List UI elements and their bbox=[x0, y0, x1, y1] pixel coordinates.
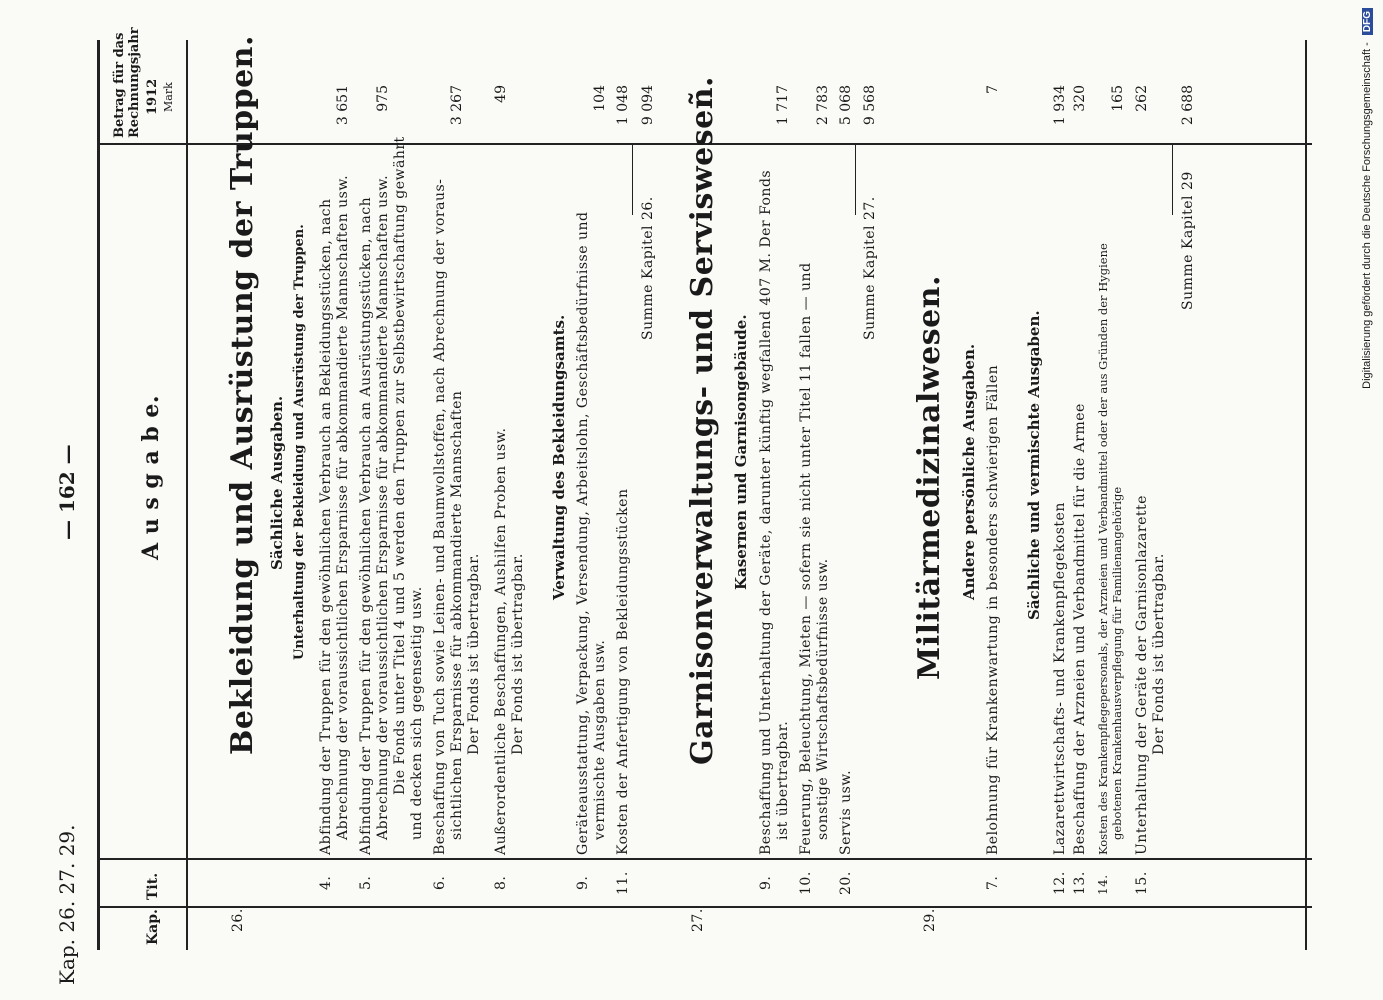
kap27-tit9-num: 9. bbox=[758, 875, 774, 890]
kap26-tit4-amount: 3 651 bbox=[335, 85, 351, 126]
kap29-tit13-line1: Beschaffung der Arzneien und Verbandmittel für die Armee bbox=[1072, 403, 1088, 855]
kap27-tit10-line2: sonstige Wirtschaftsbedürfnisse usw. bbox=[815, 558, 831, 840]
kap26-tit9-amount: 104 bbox=[592, 85, 608, 112]
kap26-tit6-line1: Beschaffung von Tuch sowie Leinen- und Baumwollstoffen, nach Abrechnung der voraus- bbox=[432, 178, 448, 855]
kap29-sum-amount: 2 688 bbox=[1180, 85, 1196, 126]
kap27-tit20-line1: Servis usw. bbox=[838, 769, 854, 855]
col-header-kap: Kap. bbox=[145, 909, 161, 945]
kap29-tit15-line1: Unterhaltung der Geräte der Garnisonlazarette bbox=[1134, 495, 1150, 855]
kap26-tit6-line3: Der Fonds ist übertragbar. bbox=[466, 553, 482, 755]
col-header-amount-3: 1912 bbox=[145, 78, 160, 115]
kap29-tit15-num: 15. bbox=[1134, 871, 1150, 895]
kap27-heading: Garnisonverwaltungs- und Servisweseñ. bbox=[685, 76, 720, 765]
kap29-tit13-amount: 320 bbox=[1072, 85, 1088, 112]
kap26-number: 26. bbox=[230, 908, 246, 932]
kap27-sub-kasernen: Kasernen und Garnisongebäude. bbox=[732, 314, 750, 590]
kap26-tit5-num: 5. bbox=[358, 875, 374, 890]
kap26-tit6-num: 6. bbox=[432, 875, 448, 890]
kap26-tit4-num: 4. bbox=[318, 875, 334, 890]
kap27-tit20-amount: 5 068 bbox=[838, 85, 854, 126]
kap26-tit9-line1: Geräteausstattung, Verpackung, Versendung, Arbeitslohn, Geschäftsbedürfnisse und bbox=[575, 211, 591, 855]
watermark-text: Digitalisierung gefördert durch die Deutsche Forschungsgemeinschaft - bbox=[1361, 42, 1373, 389]
kap27-sum-label: Summe Kapitel 27. bbox=[862, 196, 878, 340]
kap29-tit15-line2: Der Fonds ist übertragbar. bbox=[1151, 553, 1167, 755]
kap27-tit9-line1: Beschaffung und Unterhaltung der Geräte, darunter künftig wegfallend 407 M. Der Fonds bbox=[758, 169, 774, 855]
kap29-sum-rule bbox=[1172, 145, 1173, 215]
kap26-tit5-amount: 975 bbox=[375, 85, 391, 112]
kap26-tit4-line1: Abfindung der Truppen für den gewöhnlichen Verbrauch an Bekleidungsstücken, nach bbox=[318, 198, 334, 855]
kap29-tit7-num: 7. bbox=[985, 875, 1001, 890]
col-header-amount-4: Mark bbox=[162, 82, 175, 112]
kap29-tit14-num: 14. bbox=[1096, 874, 1110, 895]
page-number: — 162 — bbox=[55, 444, 79, 540]
kap26-tit8-amount: 49 bbox=[493, 85, 509, 103]
kap26-tit6-line2: sichtlichen Ersparnisse für abkommandierte Mannschaften bbox=[449, 390, 465, 840]
kap29-tit13-num: 13. bbox=[1072, 871, 1088, 895]
kap29-tit12-num: 12. bbox=[1052, 871, 1068, 895]
kap27-tit10-amount: 2 783 bbox=[815, 85, 831, 126]
kap26-tit8-num: 8. bbox=[493, 875, 509, 890]
kap26-tit8-line2: Der Fonds ist übertragbar. bbox=[510, 553, 526, 755]
kap29-tit7-line1: Belohnung für Krankenwartung in besonders schwierigen Fällen bbox=[985, 364, 1001, 855]
kap27-sum-rule bbox=[855, 145, 856, 215]
kap29-sub-persoenliche: Andere persönliche Ausgaben. bbox=[960, 343, 978, 600]
kap27-tit10-line1: Feuerung, Beleuchtung, Mieten — sofern sie nicht unter Titel 11 fallen — und bbox=[798, 262, 814, 855]
kap29-tit15-amount: 262 bbox=[1134, 85, 1150, 112]
kap26-tit11-num: 11. bbox=[615, 871, 631, 895]
kap26-tit4-line2: Abrechnung der voraussichtlichen Ersparnisse für abkommandierte Mannschaften usw. bbox=[335, 174, 351, 840]
kap26-tit6-amount: 3 267 bbox=[449, 85, 465, 126]
kap26-sum-amount: 9 094 bbox=[640, 85, 656, 126]
kap27-tit9-amount: 1 717 bbox=[775, 85, 791, 126]
kap26-tit9-line2: vermischte Ausgaben usw. bbox=[592, 639, 608, 840]
kap26-tit5-line1: Abfindung der Truppen für den gewöhnlichen Verbrauch an Ausrüstungsstücken, nach bbox=[358, 196, 374, 855]
dfg-logo: DFG bbox=[1362, 8, 1373, 35]
kap26-tit8-line1: Außerordentliche Beschaffungen, Aushilfen Proben usw. bbox=[493, 427, 509, 855]
kap26-tit11-line1: Kosten der Anfertigung von Bekleidungsstücken bbox=[615, 488, 631, 855]
chapter-reference: Kap. 26. 27. 29. bbox=[55, 824, 79, 985]
kap29-tit14-amount: 165 bbox=[1110, 85, 1126, 112]
kap26-tit5-line4: und decken sich gegenseitig usw. bbox=[409, 586, 425, 840]
kap29-sub-saechliche: Sächliche und vermischte Ausgaben. bbox=[1025, 310, 1043, 620]
col-header-title: A u s g a b e. bbox=[138, 394, 164, 560]
kap26-tit5-line2: Abrechnung der voraussichtlichen Ersparnisse für abkommandierte Mannschaften usw. bbox=[375, 174, 391, 840]
kap26-heading: Bekleidung und Ausrüstung der Truppen. bbox=[225, 35, 260, 755]
table-top-rule bbox=[97, 40, 100, 950]
kap26-tit11-amount: 1 048 bbox=[615, 85, 631, 126]
kap26-tit9-num: 9. bbox=[575, 875, 591, 890]
col-header-amount-1: Betrag für das bbox=[112, 32, 127, 138]
kap29-tit14-line2: gebotenen Krankenhausverpflegung für Familienangehörige bbox=[1110, 486, 1124, 840]
table-bottom-rule bbox=[1305, 40, 1307, 950]
kap29-number: 29. bbox=[922, 908, 938, 932]
kap-col-divider bbox=[97, 858, 1312, 860]
kap29-tit7-amount: 7 bbox=[985, 85, 1001, 94]
kap26-sub-saechliche: Sächliche Ausgaben. bbox=[268, 395, 286, 570]
kap27-tit9-line2: ist übertragbar. bbox=[775, 720, 791, 840]
kap26-sum-rule bbox=[632, 145, 633, 215]
kap26-sub-verwaltung: Verwaltung des Bekleidungsamts. bbox=[550, 314, 568, 600]
kap29-tit12-line1: Lazarettwirtschafts- und Krankenpflegekosten bbox=[1052, 502, 1068, 855]
kap29-sum-label: Summe Kapitel 29 bbox=[1180, 171, 1196, 310]
kap26-sub-unterhaltung: Unterhaltung der Bekleidung und Ausrüstung der Truppen. bbox=[292, 224, 307, 660]
kap27-tit20-num: 20. bbox=[838, 871, 854, 895]
dfg-watermark bbox=[1361, 8, 1377, 998]
column-header-rule bbox=[186, 40, 188, 950]
kap26-sum-label: Summe Kapitel 26. bbox=[640, 196, 656, 340]
kap27-sum-amount: 9 568 bbox=[862, 85, 878, 126]
kap29-heading: Militärmedizinalwesen. bbox=[912, 275, 947, 680]
kap29-tit12-amount: 1 934 bbox=[1052, 85, 1068, 126]
kap27-tit10-num: 10. bbox=[798, 871, 814, 895]
kap29-tit14-line1: Kosten des Krankenpflegepersonals, der Arzneien und Verbandmittel oder der aus Gründen der Hygiene bbox=[1096, 243, 1110, 855]
col-header-tit: Tit. bbox=[145, 872, 161, 900]
kap26-tit5-line3: Die Fonds unter Titel 4 und 5 werden den Truppen zur Selbstbewirtschaftung gewährt bbox=[392, 136, 408, 795]
kap27-number: 27. bbox=[690, 908, 706, 932]
col-header-amount-2: Rechnungsjahr bbox=[127, 27, 142, 138]
